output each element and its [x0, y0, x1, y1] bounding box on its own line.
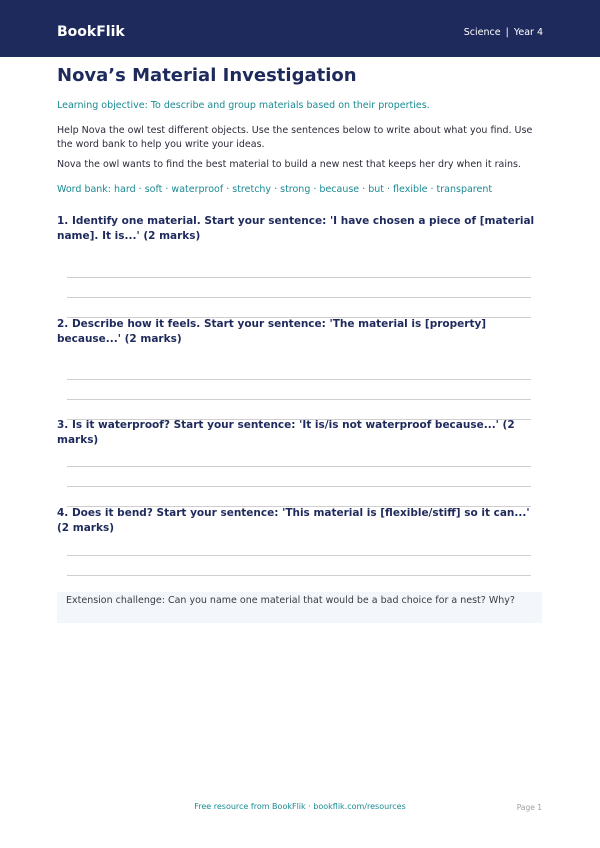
year-label: Year 4	[513, 27, 543, 38]
intro-text: Help Nova the owl test different objects. Use the sentences below to write about what you find. Use the word bank to help you write your ideas.	[57, 125, 533, 150]
page-number: Page 1	[516, 803, 542, 812]
answer-line-q3-2[interactable]	[67, 486, 531, 487]
header-separator: |	[505, 27, 509, 38]
question-1: 1. Identify one material. Start your sentence: 'I have chosen a piece of [material name]. It is...' (2 marks)	[57, 215, 535, 242]
question-2: 2. Describe how it feels. Start your sentence: 'The material is [property] because...' (2 marks)	[57, 318, 487, 345]
context-text: Nova the owl wants to find the best material to build a new nest that keeps her dry when it rains.	[57, 159, 521, 170]
brand-logo[interactable]: BookFlik	[57, 24, 125, 40]
answer-line-q3-1[interactable]	[67, 466, 531, 467]
page-title: Nova’s Material Investigation	[57, 65, 357, 86]
word-bank: Word bank: hard · soft · waterproof · stretchy · strong · because · but · flexible · transparent	[57, 184, 493, 195]
footer-resource-link[interactable]: Free resource from BookFlik · bookflik.com/resources	[194, 802, 406, 811]
question-3: 3. Is it waterproof? Start your sentence: 'It is/is not waterproof because...' (2 marks)	[57, 419, 515, 446]
subject-label: Science	[463, 27, 501, 38]
answer-line-q2-2[interactable]	[67, 399, 531, 400]
extension-challenge-box	[57, 592, 542, 623]
learning-objective: Learning objective: To describe and group materials based on their properties.	[57, 100, 430, 111]
site-header	[0, 0, 600, 57]
answer-line-q4-1[interactable]	[67, 555, 531, 556]
answer-line-q2-1[interactable]	[67, 379, 531, 380]
answer-line-q1-2[interactable]	[67, 297, 531, 298]
answer-line-q1-1[interactable]	[67, 277, 531, 278]
answer-line-q4-2[interactable]	[67, 575, 531, 576]
extension-challenge-text: Extension challenge: Can you name one material that would be a bad choice for a nest? Why?	[66, 595, 515, 606]
header-meta	[464, 27, 543, 39]
question-4: 4. Does it bend? Start your sentence: 'This material is [flexible/stiff] so it can...' (2 marks)	[57, 507, 530, 534]
